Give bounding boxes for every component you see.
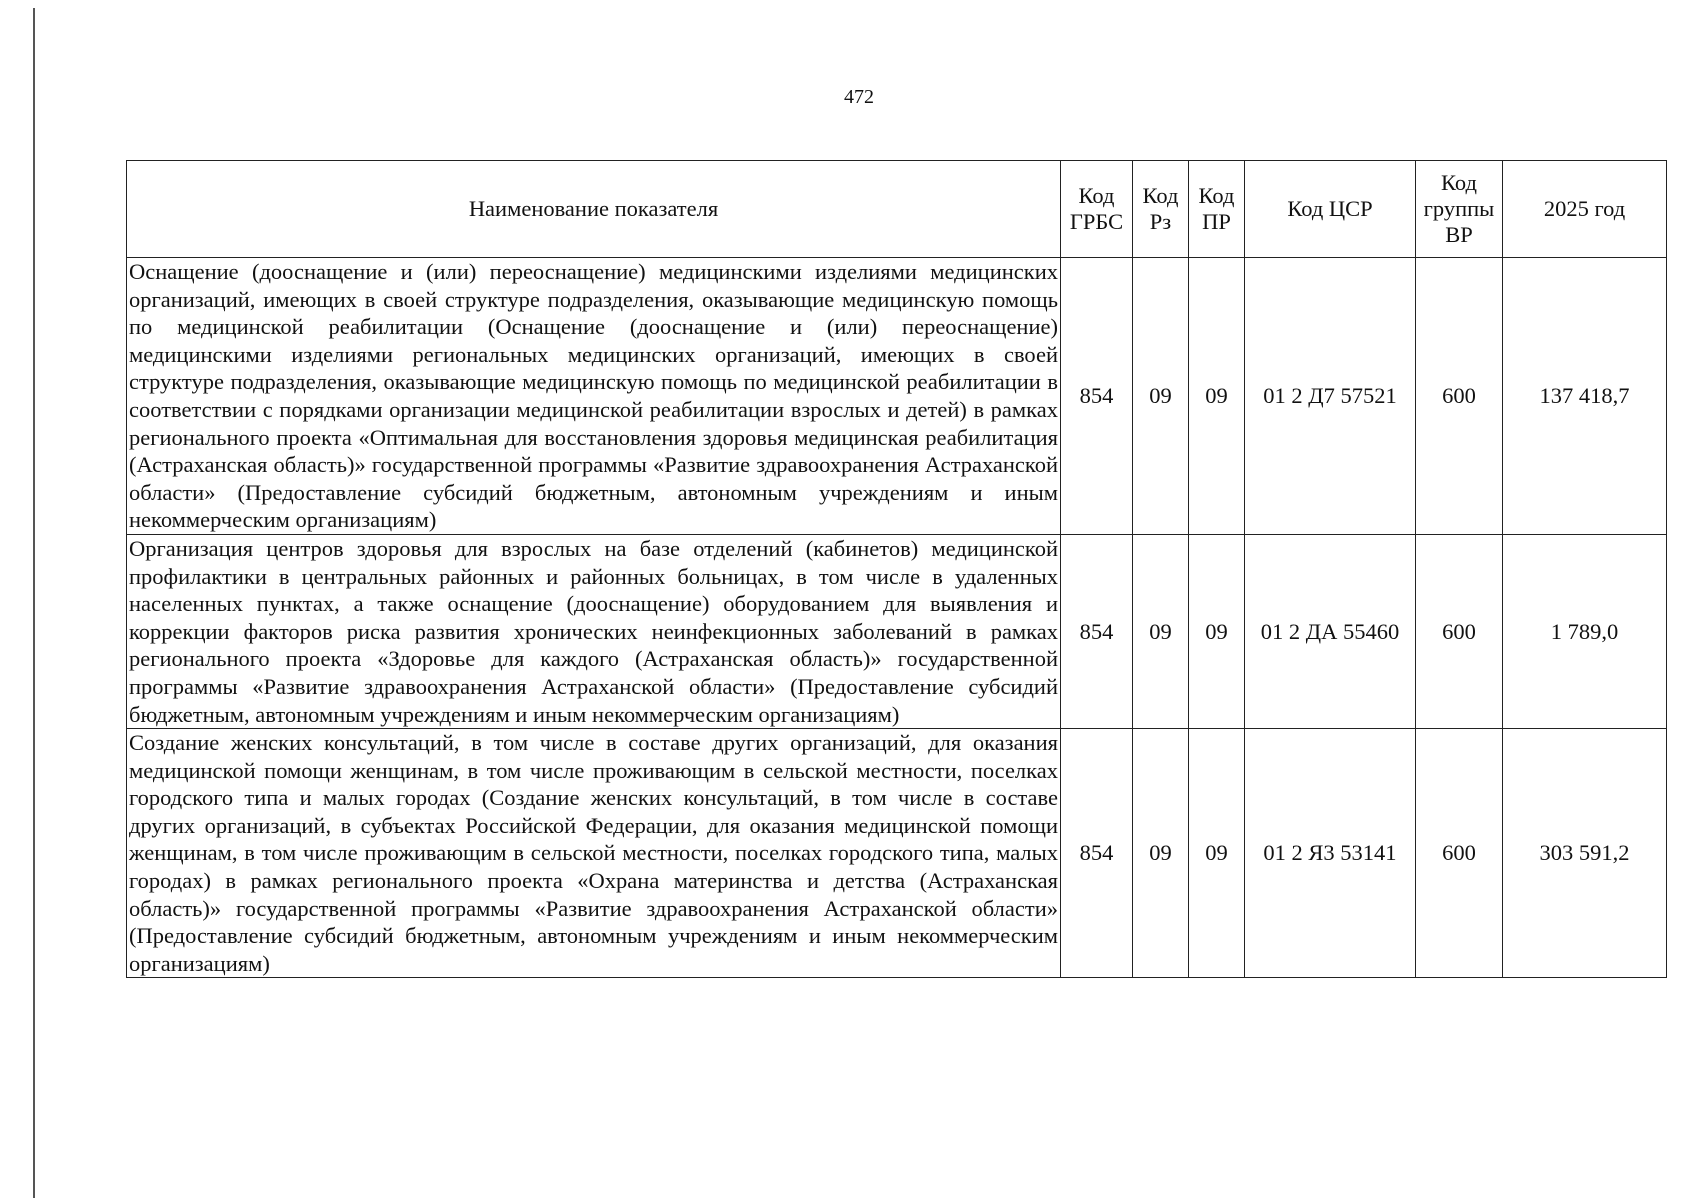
header-csr-code: Код ЦСР bbox=[1245, 161, 1416, 258]
budget-table bbox=[126, 160, 1667, 978]
table-row bbox=[127, 258, 1667, 535]
header-vr-code: Код группы ВР bbox=[1416, 161, 1503, 258]
table-row bbox=[127, 729, 1667, 978]
row-indicator-name: Организация центров здоровья для взрослых на базе отделений (кабинетов) медицинской профилактики в центральных районных и районных больницах, в том числе в удаленных населенных пунктах, а также оснащение (дооснащение) оборудованием для выявления и коррекции факторов риска развития хронических неинфекционных заболеваний в рамках регионального проекта «Здоровье для каждого (Астраханская область)» государственной программы «Развитие здравоохранения Астраханской области» (Предоставление субсидий бюджетным, автономным учреждениям и иным некоммерческим организациям) bbox=[127, 534, 1061, 728]
row-vr-code: 600 bbox=[1416, 258, 1503, 535]
header-indicator-name: Наименование показателя bbox=[127, 161, 1061, 258]
row-pr-code: 09 bbox=[1189, 729, 1245, 978]
header-rz-code: Код Рз bbox=[1133, 161, 1189, 258]
row-indicator-name: Создание женских консультаций, в том числе в составе других организаций, для оказания медицинской помощи женщинам, в том числе проживающим в сельской местности, поселках городского типа и малых городах (Создание женских консультаций, в том числе в составе других организаций, в субъектах Российской Федерации, для оказания медицинской помощи женщинам, в том числе проживающим в сельской местности, поселках городского типа, малых городах) в рамках регионального проекта «Охрана материнства и детства (Астраханская область)» государственной программы «Развитие здравоохранения Астраханской области» (Предоставление субсидий бюджетным, автономным учреждениям и иным некоммерческим организациям) bbox=[127, 729, 1061, 978]
row-amount-2025: 1 789,0 bbox=[1503, 534, 1667, 728]
row-rz-code: 09 bbox=[1133, 534, 1189, 728]
row-rz-code: 09 bbox=[1133, 729, 1189, 978]
row-rz-code: 09 bbox=[1133, 258, 1189, 535]
header-grbs-code: Код ГРБС bbox=[1061, 161, 1133, 258]
header-pr-code: Код ПР bbox=[1189, 161, 1245, 258]
row-vr-code: 600 bbox=[1416, 534, 1503, 728]
table-header-row bbox=[127, 161, 1667, 258]
row-amount-2025: 137 418,7 bbox=[1503, 258, 1667, 535]
row-pr-code: 09 bbox=[1189, 258, 1245, 535]
row-grbs-code: 854 bbox=[1061, 258, 1133, 535]
row-csr-code: 01 2 ДА 55460 bbox=[1245, 534, 1416, 728]
row-pr-code: 09 bbox=[1189, 534, 1245, 728]
row-grbs-code: 854 bbox=[1061, 729, 1133, 978]
row-vr-code: 600 bbox=[1416, 729, 1503, 978]
row-grbs-code: 854 bbox=[1061, 534, 1133, 728]
page-number: 472 bbox=[844, 86, 874, 108]
row-indicator-name: Оснащение (дооснащение и (или) переоснащение) медицинскими изделиями медицинских организаций, имеющих в своей структуре подразделения, оказывающие медицинскую помощь по медицинской реабилитации (Оснащение (дооснащение и (или) переоснащение) медицинскими изделиями региональных медицинских организаций, имеющих в своей структуре подразделения, оказывающие медицинскую помощь по медицинской реабилитации в соответствии с порядками организации медицинской реабилитации взрослых и детей) в рамках регионального проекта «Оптимальная для восстановления здоровья медицинская реабилитация (Астраханская область)» государственной программы «Развитие здравоохранения Астраханской области» (Предоставление субсидий бюджетным, автономным учреждениям и иным некоммерческим организациям) bbox=[127, 258, 1061, 535]
row-amount-2025: 303 591,2 bbox=[1503, 729, 1667, 978]
row-csr-code: 01 2 Я3 53141 bbox=[1245, 729, 1416, 978]
header-year-2025: 2025 год bbox=[1503, 161, 1667, 258]
row-csr-code: 01 2 Д7 57521 bbox=[1245, 258, 1416, 535]
page-margin-line bbox=[33, 8, 35, 1198]
table-row bbox=[127, 534, 1667, 728]
